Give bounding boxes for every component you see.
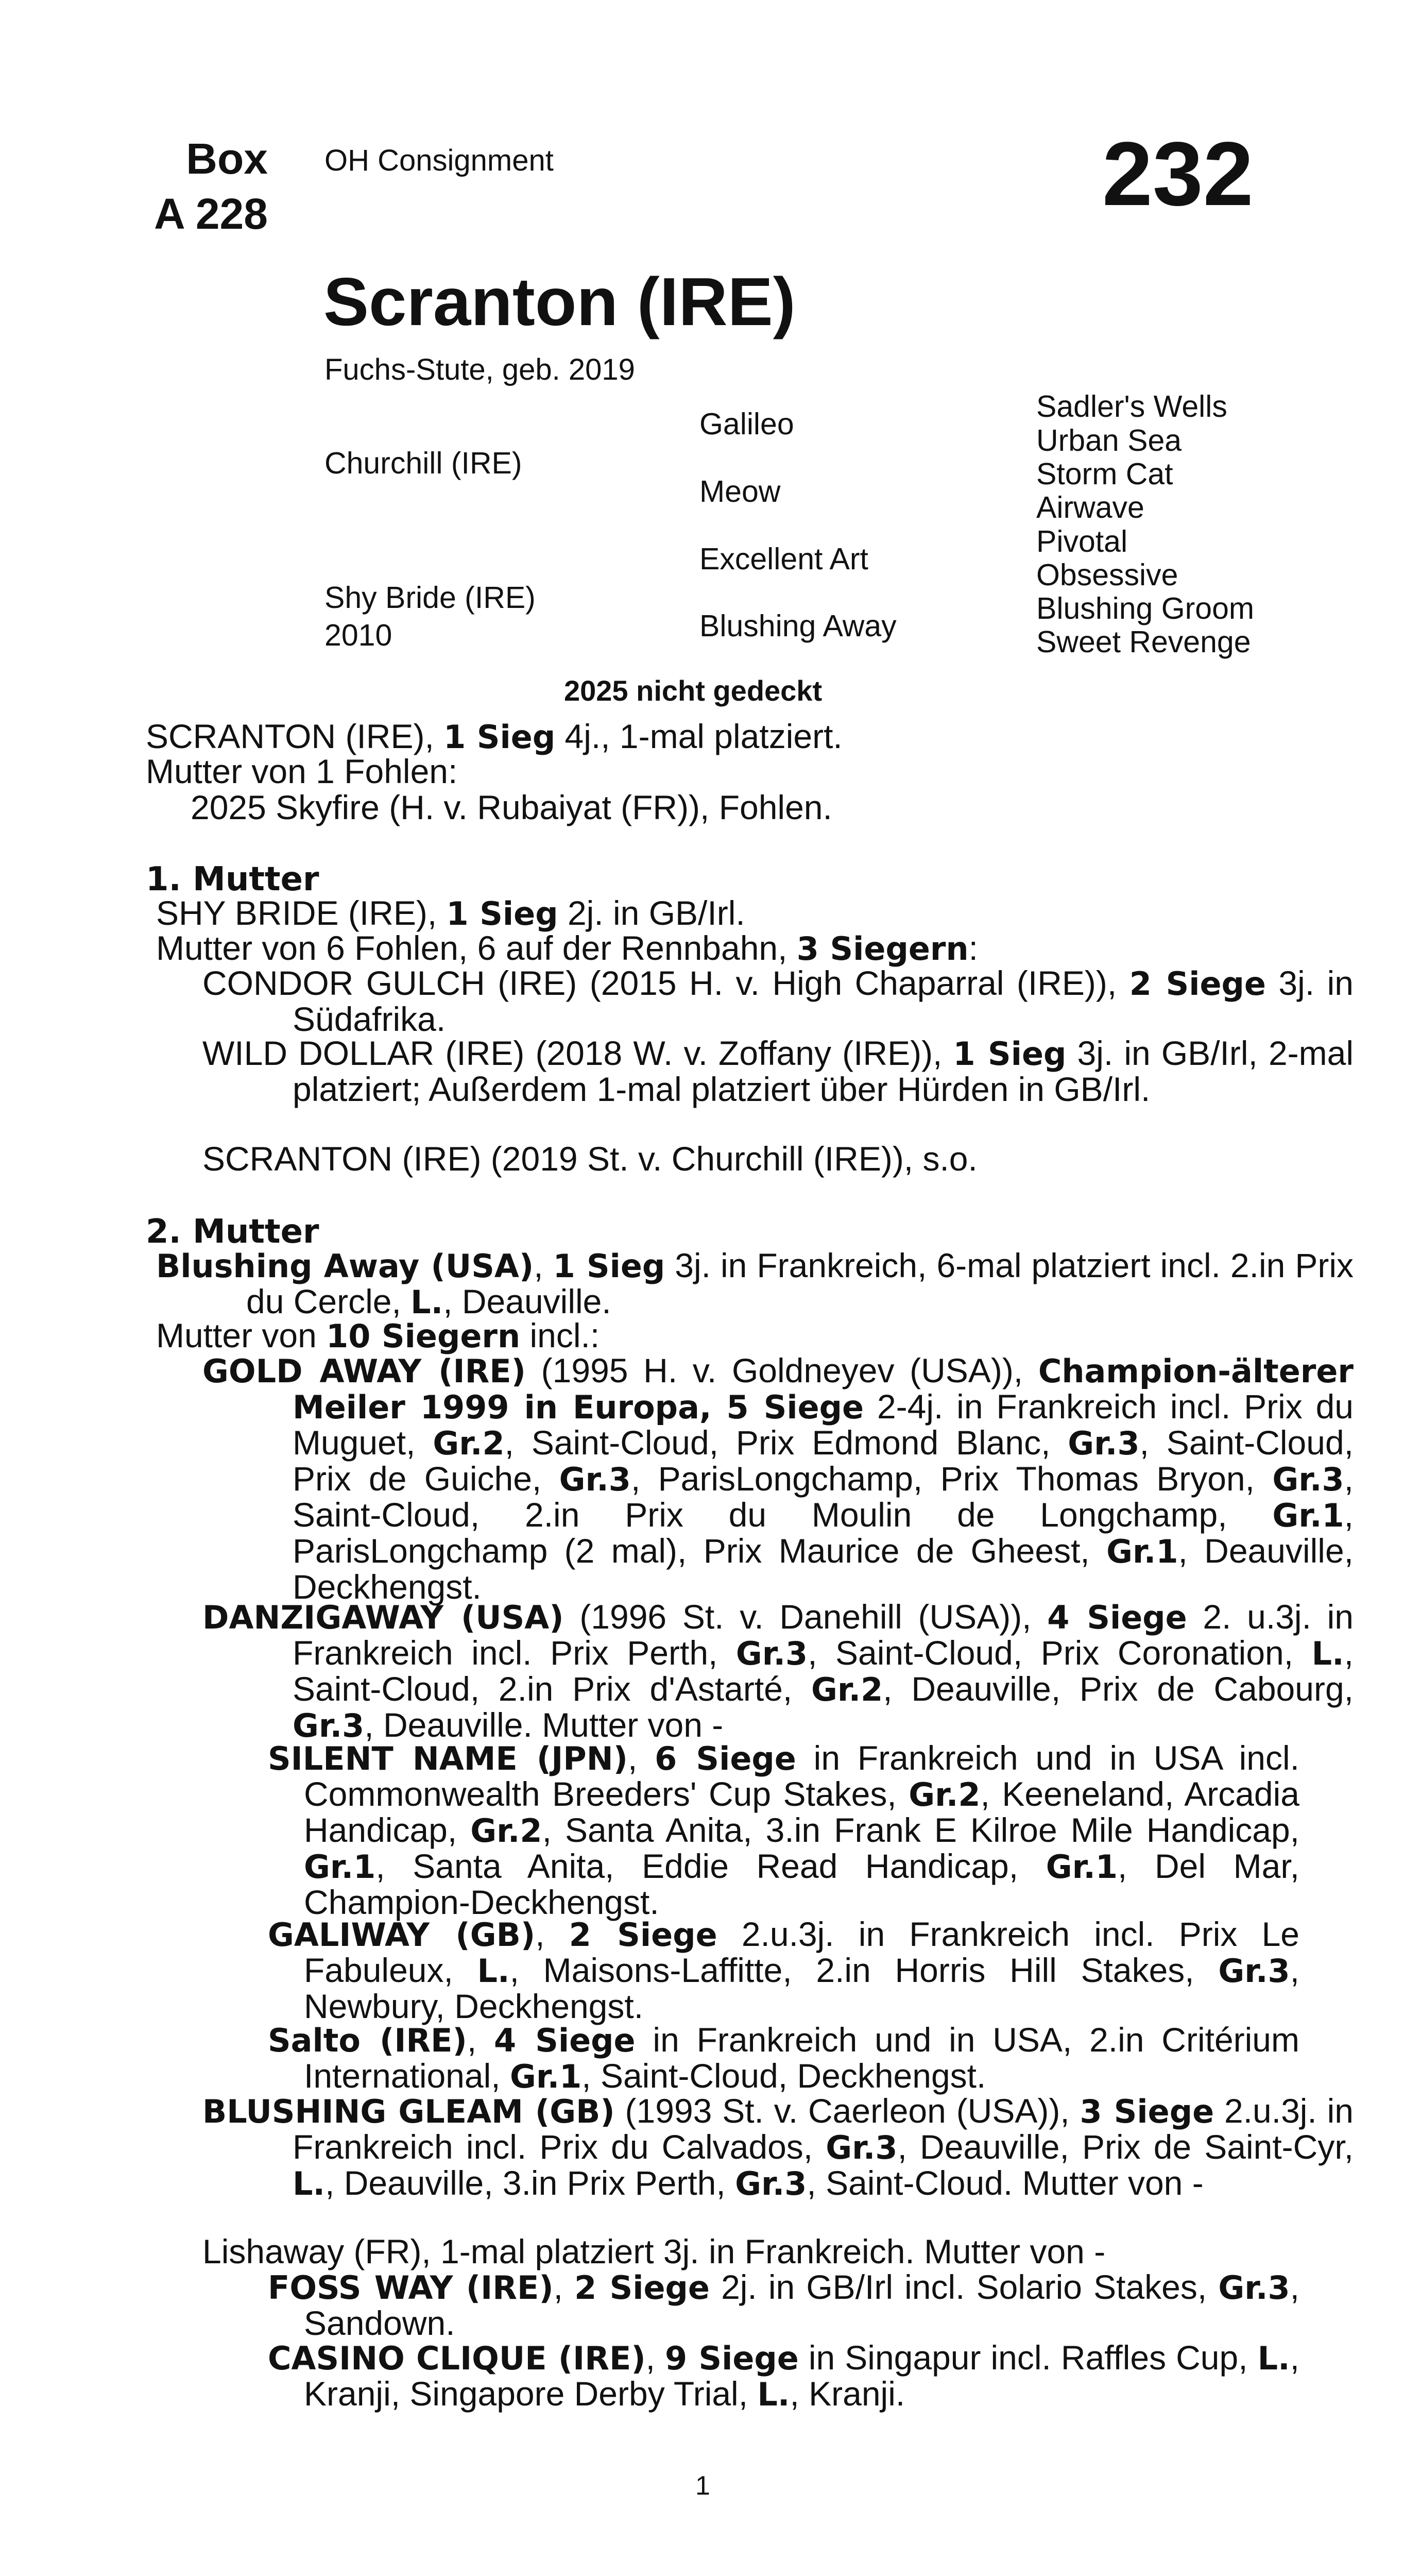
pedigree-sire: Churchill (IRE): [324, 446, 522, 480]
danzigaway-entry: [202, 1599, 1354, 1743]
t: (1993 St. v. Caerleon (USA)),: [614, 2092, 1080, 2130]
t: , Saint-Cloud, Prix de Guiche,: [293, 1423, 1354, 1498]
first-dam-winners: 3 Siegern: [796, 930, 969, 968]
grade: Gr.1: [1046, 1848, 1118, 1886]
blushing-gleam-entry: [202, 2093, 1354, 2201]
horse-name: Scranton (IRE): [323, 264, 796, 340]
t: , Saint-Cloud, 2.in Prix du Moulin de Longchamp,: [293, 1460, 1354, 1534]
grade: Gr.3: [735, 2165, 807, 2202]
pedigree-g3-4: Airwave: [1036, 490, 1144, 524]
lishaway-entry: Lishaway (FR), 1-mal platziert 3j. in Frankreich. Mutter von -: [202, 2232, 1106, 2270]
t: (1995 H. v. Goldneyev (USA)),: [526, 1351, 1038, 1389]
t: , Del Mar, Champion-Deckhengst.: [304, 1847, 1299, 1921]
t: , Deauville. Mutter von -: [364, 1706, 724, 1744]
offspring-2-text: WILD DOLLAR (IRE) (2018 W. v. Zoffany (IRE)),: [202, 1034, 953, 1072]
second-dam-record: [156, 1248, 1354, 1320]
second-dam-name: Blushing Away (USA): [156, 1247, 534, 1285]
first-dam-offspring-3: SCRANTON (IRE) (2019 St. v. Churchill (IRE)), s.o.: [202, 1140, 978, 1178]
grade: Gr.2: [909, 1776, 981, 1814]
own-text: SCRANTON (IRE),: [146, 717, 444, 755]
t: , Saint-Cloud, Prix Coronation,: [808, 1634, 1312, 1672]
t: , Saint-Cloud, Deckhengst.: [581, 2057, 986, 2095]
offspring-2-wins: 1 Sieg: [953, 1035, 1067, 1073]
page-number: 1: [695, 2471, 710, 2501]
own-wins: 1 Sieg: [443, 718, 556, 756]
galiway-name: GALIWAY (GB): [268, 1916, 536, 1954]
t: ,: [627, 1739, 655, 1777]
salto-wins: 4 Siege: [494, 2022, 636, 2059]
danzigaway-wins: 4 Siege: [1047, 1599, 1187, 1636]
pedigree-dam: Shy Bride (IRE): [324, 581, 536, 615]
second-dam-produce-text: Mutter von: [156, 1316, 327, 1354]
t: , ParisLongchamp, Prix Thomas Bryon,: [630, 1460, 1273, 1498]
foss-way-entry: [268, 2269, 1299, 2341]
first-dam-name: SHY BRIDE (IRE),: [156, 894, 447, 932]
t: 2.u.3j. in Frankreich incl. Prix Le Fabuleux,: [304, 1915, 1299, 1989]
grade: Gr.3: [826, 2129, 898, 2166]
grade: Gr.3: [1218, 1952, 1290, 1990]
second-dam-produce: [156, 1318, 600, 1354]
second-dam-wins: 1 Sieg: [553, 1247, 665, 1285]
t: in Singapur incl. Raffles Cup,: [798, 2338, 1258, 2377]
t: in Frankreich und in USA, 2.in Critérium International,: [304, 2021, 1299, 2095]
pedigree-dam-sire: Excellent Art: [699, 542, 868, 576]
first-dam-produce-end: :: [968, 929, 978, 967]
t: 2.u.3j. in Frankreich incl. Prix du Calvados,: [293, 2092, 1354, 2166]
grade: Gr.1: [1106, 1533, 1178, 1570]
second-dam-listed: L.: [410, 1283, 443, 1321]
t: , Deauville, 3.in Prix Perth,: [325, 2164, 735, 2202]
t: , Saint-Cloud. Mutter von -: [807, 2164, 1204, 2202]
foss-way-name: FOSS WAY (IRE): [268, 2269, 554, 2307]
first-dam-heading: 1. Mutter: [146, 860, 319, 899]
grade: Gr.3: [1272, 1461, 1344, 1498]
offspring-1-end: 3j. in Südafrika.: [293, 964, 1354, 1038]
grade: Gr.3: [293, 1707, 365, 1744]
grade: Gr.1: [509, 2058, 582, 2095]
t: , Deauville, Prix de Cabourg,: [883, 1670, 1354, 1708]
galiway-entry: [268, 1917, 1299, 2024]
own-text-end: 4j., 1-mal platziert.: [555, 717, 843, 755]
pedigree-g3-2: Urban Sea: [1036, 423, 1182, 457]
gold-away-champion: Champion-älterer Meiler 1999 in Europa, 5 Siege: [293, 1352, 1354, 1426]
own-record: [146, 719, 843, 755]
t: , Maisons-Laffitte, 2.in Horris Hill Stakes,: [509, 1951, 1219, 1989]
t: , ParisLongchamp (2 mal), Prix Maurice de Gheest,: [293, 1496, 1354, 1570]
gold-away-name: GOLD AWAY (IRE): [202, 1352, 526, 1390]
sep: ,: [534, 1246, 553, 1284]
lot-number: 232: [1102, 124, 1254, 225]
pedigree-dam-year: 2010: [324, 618, 392, 652]
first-dam-produce-text: Mutter von 6 Fohlen, 6 auf der Rennbahn,: [156, 929, 797, 967]
second-dam-winners: 10 Siegern: [326, 1317, 521, 1355]
galiway-wins: 2 Siege: [569, 1916, 717, 1954]
box-label: Box: [186, 134, 268, 183]
salto-entry: [268, 2022, 1299, 2094]
covering-status: 2025 nicht gedeckt: [564, 674, 823, 707]
grade: Gr.3: [735, 1635, 808, 1672]
silent-name-name: SILENT NAME (JPN): [268, 1740, 628, 1777]
grade: Gr.3: [1068, 1425, 1140, 1462]
first-dam-offspring-1: [202, 965, 1354, 1037]
pedigree-g3-5: Pivotal: [1036, 524, 1128, 558]
grade: Gr.2: [811, 1671, 883, 1708]
listed: L.: [1311, 1635, 1344, 1672]
second-dam-heading: 2. Mutter: [146, 1213, 319, 1251]
horse-description: Fuchs-Stute, geb. 2019: [324, 353, 635, 386]
t: , Newbury, Deckhengst.: [304, 1951, 1299, 2025]
t: , Santa Anita, Eddie Read Handicap,: [375, 1847, 1046, 1885]
own-produce-item: 2025 Skyfire (H. v. Rubaiyat (FR)), Fohlen.: [191, 788, 832, 826]
t: ,: [645, 2338, 665, 2377]
pedigree-g3-7: Blushing Groom: [1036, 591, 1255, 625]
casino-clique-name: CASINO CLIQUE (IRE): [268, 2340, 646, 2377]
offspring-2-end: 3j. in GB/Irl, 2-mal platziert; Außerdem 1-mal platziert über Hürden in GB/Irl.: [293, 1034, 1354, 1108]
second-dam-produce-end: incl.:: [520, 1316, 600, 1354]
listed: L.: [293, 2165, 326, 2202]
pedigree-sire-sire: Galileo: [699, 407, 794, 441]
first-dam-offspring-2: [202, 1036, 1354, 1107]
offspring-1-text: CONDOR GULCH (IRE) (2015 H. v. High Chaparral (IRE)),: [202, 964, 1129, 1002]
grade: Gr.2: [470, 1812, 542, 1850]
casino-clique-entry: [268, 2340, 1299, 2412]
consignor: OH Consignment: [324, 144, 554, 177]
danzigaway-name: DANZIGAWAY (USA): [202, 1599, 564, 1636]
foss-way-wins: 2 Siege: [574, 2269, 710, 2307]
pedigree-sire-dam: Meow: [699, 474, 781, 509]
own-produce-intro: Mutter von 1 Fohlen:: [146, 752, 458, 790]
box-number: A 228: [153, 190, 268, 238]
t: 2j. in GB/Irl incl. Solario Stakes,: [709, 2268, 1219, 2306]
t: ,: [553, 2268, 575, 2306]
first-dam-record: [156, 895, 745, 931]
gold-away-entry: [202, 1353, 1354, 1604]
blushing-gleam-wins: 3 Siege: [1080, 2093, 1214, 2130]
grade: Gr.3: [1218, 2269, 1290, 2307]
listed: L.: [757, 2376, 790, 2413]
pedigree-g3-3: Storm Cat: [1036, 457, 1173, 491]
t: , Keeneland, Arcadia Handicap,: [304, 1775, 1299, 1849]
pedigree-g3-8: Sweet Revenge: [1036, 625, 1251, 659]
pedigree-dam-dam: Blushing Away: [699, 609, 897, 643]
second-dam-text: 3j. in Frankreich, 6-mal platziert incl. 2.in Prix du Cercle,: [246, 1246, 1354, 1320]
listed: L.: [477, 1952, 510, 1990]
t: , Santa Anita, 3.in Frank E Kilroe Mile Handicap,: [542, 1811, 1299, 1849]
grade: Gr.1: [1272, 1497, 1344, 1534]
t: , Deauville, Prix de Saint-Cyr,: [897, 2128, 1354, 2166]
salto-name: Salto (IRE): [268, 2022, 467, 2059]
t: ,: [467, 2021, 494, 2059]
grade: Gr.3: [559, 1461, 631, 1498]
silent-name-wins: 6 Siege: [655, 1740, 796, 1777]
offspring-1-wins: 2 Siege: [1129, 965, 1266, 1003]
t: ,: [535, 1915, 569, 1953]
second-dam-end: , Deauville.: [443, 1282, 611, 1320]
t: , Kranji.: [790, 2375, 905, 2413]
silent-name-entry: [268, 1740, 1299, 1920]
t: , Saint-Cloud, 2.in Prix d'Astarté,: [293, 1634, 1354, 1708]
casino-clique-wins: 9 Siege: [665, 2340, 799, 2377]
t: 2-4j. in Frankreich incl. Prix du Muguet,: [293, 1387, 1354, 1462]
t: , Saint-Cloud, Prix Edmond Blanc,: [504, 1423, 1068, 1462]
first-dam-wins: 1 Sieg: [446, 895, 558, 933]
t: , Kranji, Singapore Derby Trial,: [304, 2338, 1299, 2413]
pedigree-g3-1: Sadler's Wells: [1036, 389, 1227, 423]
t: in Frankreich und in USA incl. Commonwealth Breeders' Cup Stakes,: [304, 1739, 1299, 1813]
pedigree-g3-6: Obsessive: [1036, 558, 1178, 592]
grade: Gr.2: [433, 1425, 505, 1462]
blushing-gleam-name: BLUSHING GLEAM (GB): [202, 2093, 615, 2130]
t: , Sandown.: [304, 2268, 1299, 2342]
t: , Deauville, Deckhengst.: [293, 1532, 1354, 1606]
first-dam-produce: [156, 930, 978, 967]
t: 2. u.3j. in Frankreich incl. Prix Perth,: [293, 1598, 1354, 1672]
listed: L.: [1257, 2340, 1290, 2377]
t: (1996 St. v. Danehill (USA)),: [563, 1598, 1048, 1636]
first-dam-record-end: 2j. in GB/Irl.: [558, 894, 745, 932]
grade: Gr.1: [304, 1848, 376, 1886]
